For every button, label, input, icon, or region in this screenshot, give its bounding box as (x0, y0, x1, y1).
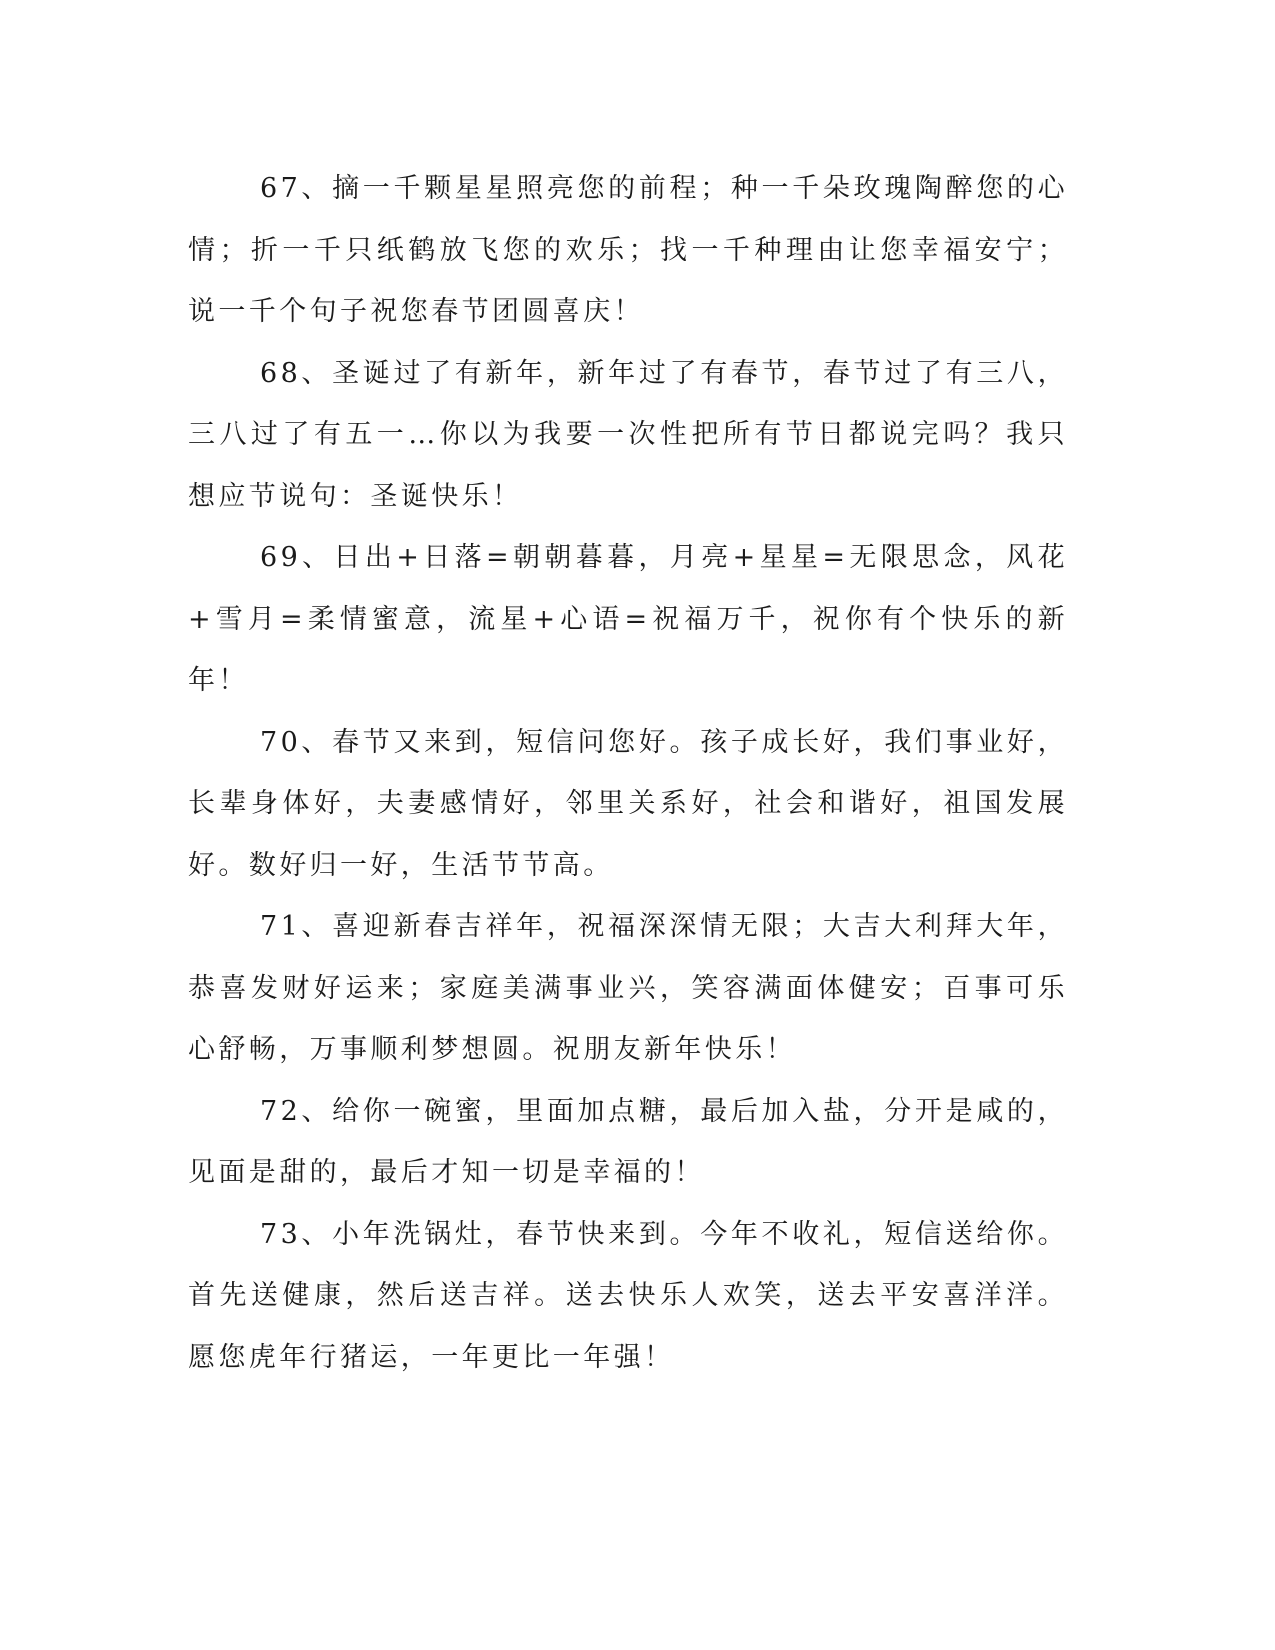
paragraph-68: 68、圣诞过了有新年，新年过了有春节，春节过了有三八，三八过了有五一…你以为我要一次性把所有节日都说完吗？我只想应节说句：圣诞快乐！ (188, 357, 1068, 512)
paragraph-67: 67、摘一千颗星星照亮您的前程；种一千朵玫瑰陶醉您的心情；折一千只纸鹤放飞您的欢乐；找一千种理由让您幸福安宁；说一千个句子祝您春节团圆喜庆！ (188, 173, 1068, 327)
paragraph-71: 71、喜迎新春吉祥年，祝福深深情无限；大吉大利拜大年，恭喜发财好运来；家庭美满事业兴，笑容满面体健安；百事可乐心舒畅，万事顺利梦想圆。祝朋友新年快乐！ (188, 911, 1068, 1065)
paragraph-69: 69、日出+日落=朝朝暮暮，月亮+星星=无限思念，风花+雪月=柔情蜜意，流星+心语=祝福万千，祝你有个快乐的新年！ (188, 542, 1068, 696)
paragraph-73: 73、小年洗锅灶，春节快来到。今年不收礼，短信送给你。首先送健康，然后送吉祥。送去快乐人欢笑，送去平安喜洋洋。愿您虎年行猪运，一年更比一年强！ (188, 1218, 1068, 1373)
paragraph-72: 72、给你一碗蜜，里面加点糖，最后加入盐，分开是咸的，见面是甜的，最后才知一切是幸福的！ (188, 1095, 1068, 1188)
paragraph-70: 70、春节又来到，短信问您好。孩子成长好，我们事业好，长辈身体好，夫妻感情好，邻里关系好，社会和谐好，祖国发展好。数好归一好，生活节节高。 (188, 726, 1068, 881)
document-body (188, 158, 1068, 1388)
